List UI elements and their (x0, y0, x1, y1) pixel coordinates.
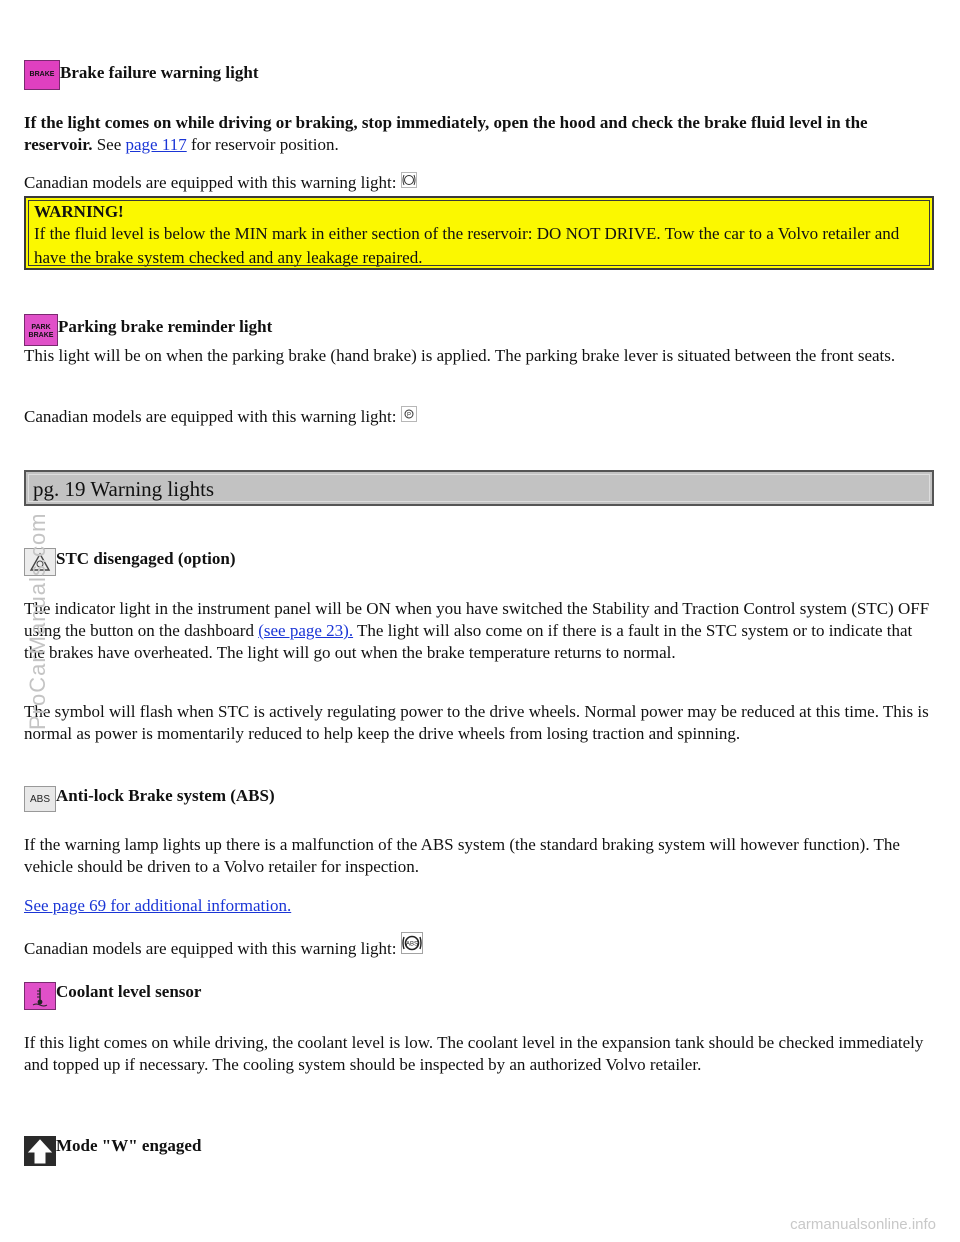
brake-heading: Brake failure warning light (60, 63, 259, 82)
coolant-paragraph: If this light comes on while driving, the coolant level is low. The coolant level in the expansion tank should be checked immediately and topped up if necessary. The cooling system should be inspected by an authorized Volvo retailer. (24, 1033, 924, 1074)
abs-icon: ABS (24, 786, 56, 812)
svg-text:ABS: ABS (405, 941, 418, 948)
brake-instruction: If the light comes on while driving or braking, stop immediately, open the hood and check the brake fluid level in the reservoir. (24, 113, 868, 154)
mode-heading-row (24, 1136, 201, 1166)
warning-text: If the fluid level is below the MIN mark in either section of the reservoir: DO NOT DRIVE. Tow the car to a Volvo retailer and have the brake system checked and any leakage repaired. (34, 224, 900, 267)
park-paragraph: This light will be on when the parking brake (hand brake) is applied. The parking brake lever is situated between the front seats. (24, 346, 896, 365)
stc-p1-after-text: The light will also come on if there is a fault in the STC system or to indicate that the brakes have overheated. The light will go out when the brake temperature returns to normal. (24, 621, 913, 662)
canadian-abs-icon (401, 932, 423, 954)
abs-canadian-text: Canadian models are equipped with this warning light: (24, 939, 397, 958)
abs-canadian-line (24, 938, 423, 960)
abs-link-line (24, 895, 291, 917)
svg-text:P: P (406, 412, 411, 419)
brake-canadian-text: Canadian models are equipped with this warning light: (24, 173, 397, 192)
see-page-23-link[interactable]: (see page 23). (258, 621, 354, 640)
section-title: pg. 19 Warning lights (24, 470, 934, 506)
park-brake-icon (24, 314, 58, 346)
stc-heading: STC disengaged (option) (56, 549, 236, 568)
mode-w-icon (24, 1136, 56, 1166)
see-page-69-link[interactable]: See page 69 for additional information. (24, 896, 292, 915)
abs-paragraph: If the warning lamp lights up there is a malfunction of the ABS system (the standard braking system will however function). The vehicle should be driven to a Volvo retailer for inspection. (24, 835, 900, 876)
brake-canadian-line (24, 172, 417, 194)
park-icon-line1: PARK (31, 324, 51, 331)
coolant-heading: Coolant level sensor (56, 982, 202, 1001)
warning-box (24, 196, 934, 270)
coolant-heading-row (24, 982, 201, 1010)
park-canadian-line (24, 406, 417, 428)
canadian-park-icon (401, 406, 417, 422)
brake-warning-icon: BRAKE (24, 60, 60, 90)
stc-p1-text: The indicator light in the instrument panel will be ON when you have switched the Stability and Traction Control system (STC) OFF using the button on the dashboard (24, 599, 930, 640)
brake-after-link-text: for reservoir position. (186, 135, 339, 154)
park-heading-row (24, 314, 272, 346)
watermark-bottom: carmanualsonline.info (790, 1216, 936, 1233)
coolant-icon (24, 982, 56, 1010)
park-canadian-text: Canadian models are equipped with this warning light: (24, 407, 397, 426)
brake-paragraph (24, 112, 934, 156)
watermark-left: ProCarManuals.com (25, 512, 50, 730)
canadian-brake-icon (401, 172, 417, 188)
abs-heading: Anti-lock Brake system (ABS) (56, 786, 275, 805)
warning-title: WARNING! (34, 202, 124, 221)
park-icon-line2: BRAKE (28, 332, 54, 339)
abs-heading-row (24, 786, 275, 812)
park-heading: Parking brake reminder light (58, 317, 273, 336)
page-117-link[interactable]: page 117 (125, 135, 187, 154)
brake-see-text: See (92, 135, 126, 154)
stc-paragraph-1 (24, 598, 936, 664)
brake-heading-row (24, 60, 259, 90)
mode-heading: Mode "W" engaged (56, 1136, 202, 1155)
stc-heading-row (24, 548, 235, 576)
stc-paragraph-2: The symbol will flash when STC is actively regulating power to the drive wheels. Normal power may be reduced at this time. This is normal as power is momentarily reduced to help keep the drive wheels from losing traction and spinning. (24, 702, 929, 743)
